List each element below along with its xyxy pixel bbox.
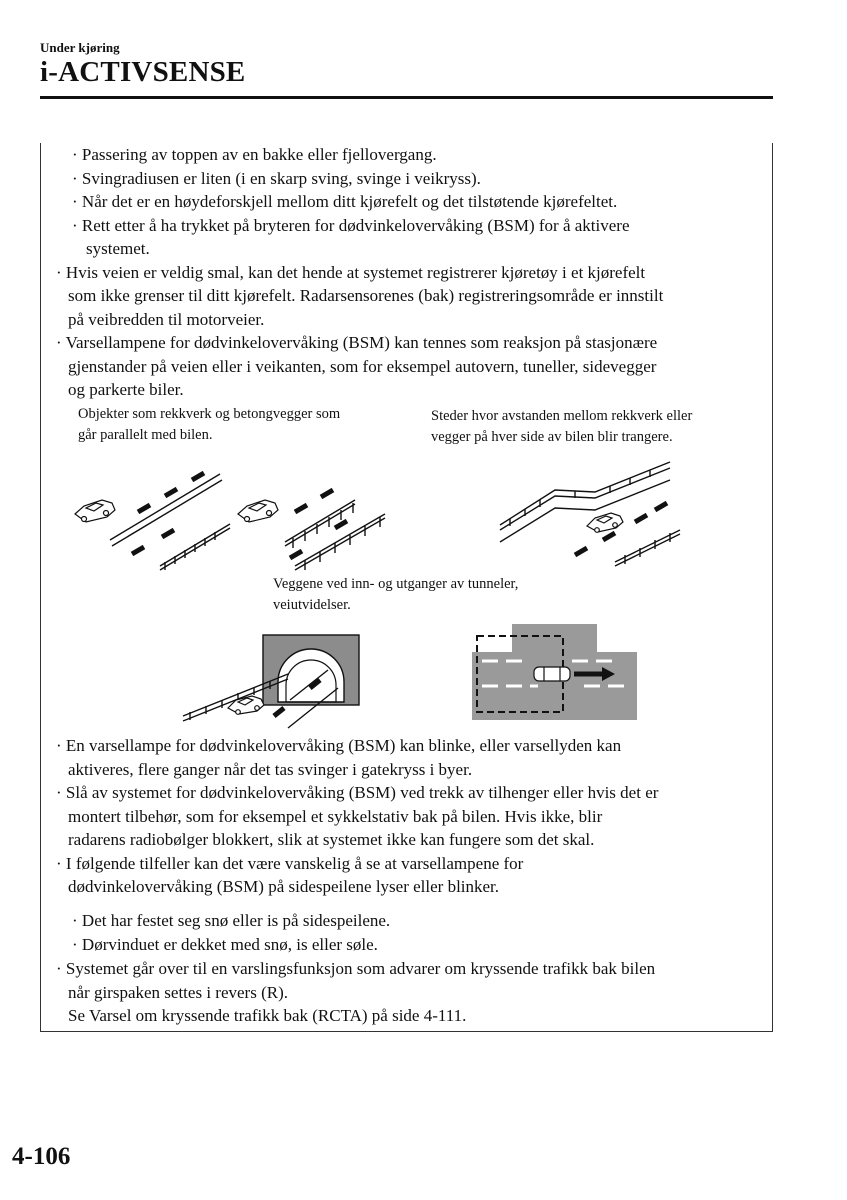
page-title: i-ACTIVSENSE	[40, 56, 246, 88]
list-item: · Slå av systemet for dødvinkelovervåking (BSM) ved trekk av tilhenger eller hvis det er	[56, 783, 659, 802]
caption-line: veiutvidelser.	[273, 597, 351, 613]
illustration-narrowing-guardrails	[495, 460, 695, 570]
header-rule	[40, 96, 773, 99]
list-item-continuation: gjenstander på veien eller i veikanten, som for eksempel autovern, tuneller, sidevegger	[68, 356, 657, 376]
page-number: 4-106	[12, 1143, 71, 1170]
list-item: · Varsellampene for dødvinkelovervåking (BSM) kan tennes som reaksjon på stasjonære	[56, 333, 658, 352]
list-item: · I følgende tilfeller kan det være vanskelig å se at varsellampene for	[56, 853, 524, 873]
list-item-continuation: dødvinkelovervåking (BSM) på sidespeilene lyser eller blinker.	[68, 877, 500, 896]
list-item-continuation: aktiveres, flere ganger når det tas svinger i gatekryss i byer.	[68, 759, 473, 779]
list-item-continuation: systemet.	[86, 239, 150, 258]
list-item-continuation: og parkerte biler.	[68, 380, 184, 399]
illustration-road-guardrail-2	[235, 470, 410, 570]
illustration-tunnel-entrance	[178, 630, 368, 730]
list-item-continuation: når girspaken settes i revers (R).	[68, 982, 288, 1002]
caption-line: går parallelt med bilen.	[78, 427, 213, 443]
list-item: · Rett etter å ha trykket på bryteren for dødvinkelovervåking (BSM) for å aktivere	[72, 215, 630, 235]
list-item: · Hvis veien er veldig smal, kan det hende at systemet registrerer kjøretøy i et kjørefelt	[56, 262, 646, 282]
list-item: · Systemet går over til en varslingsfunksjon som advarer om kryssende trafikk bak bilen	[56, 959, 656, 978]
list-item-continuation: Se Varsel om kryssende trafikk bak (RCTA) på side 4-111.	[68, 1006, 467, 1025]
list-item: · Når det er en høydeforskjell mellom ditt kjørefelt og det tilstøtende kjørefeltet.	[72, 192, 618, 211]
caption-line: Steder hvor avstanden mellom rekkverk eller	[431, 408, 693, 424]
list-item: · Dørvinduet er dekket med snø, is eller søle.	[72, 934, 378, 954]
list-item: · Det har festet seg snø eller is på sidespeilene.	[72, 911, 391, 930]
illustration-road-guardrail-1	[70, 470, 245, 570]
list-item-continuation: som ikke grenser til ditt kjørefelt. Radarsensorenes (bak) registreringsområde er innstilt	[68, 286, 664, 305]
list-item-continuation: radarens radiobølger blokkert, slik at systemet ikke kan fungere som det skal.	[68, 830, 595, 849]
caption-line: Objekter som rekkverk og betongvegger som	[78, 406, 341, 422]
list-item-continuation: på veibredden til motorveier.	[68, 309, 265, 329]
caption-line: Veggene ved inn- og utganger av tunneler,	[273, 576, 519, 592]
header-section-label: Under kjøring	[40, 40, 120, 55]
list-item-continuation: montert tilbehør, som for eksempel et sykkelstativ bak på bilen. Hvis ikke, blir	[68, 806, 603, 826]
caption-line: vegger på hver side av bilen blir trangere.	[431, 429, 673, 445]
list-item: · En varsellampe for dødvinkelovervåking (BSM) kan blinke, eller varsellyden kan	[56, 736, 622, 755]
list-item: · Svingradiusen er liten (i en skarp sving, svinge i veikryss).	[72, 168, 481, 188]
illustration-road-widening	[472, 624, 637, 720]
list-item: · Passering av toppen av en bakke eller fjellovergang.	[72, 145, 437, 164]
